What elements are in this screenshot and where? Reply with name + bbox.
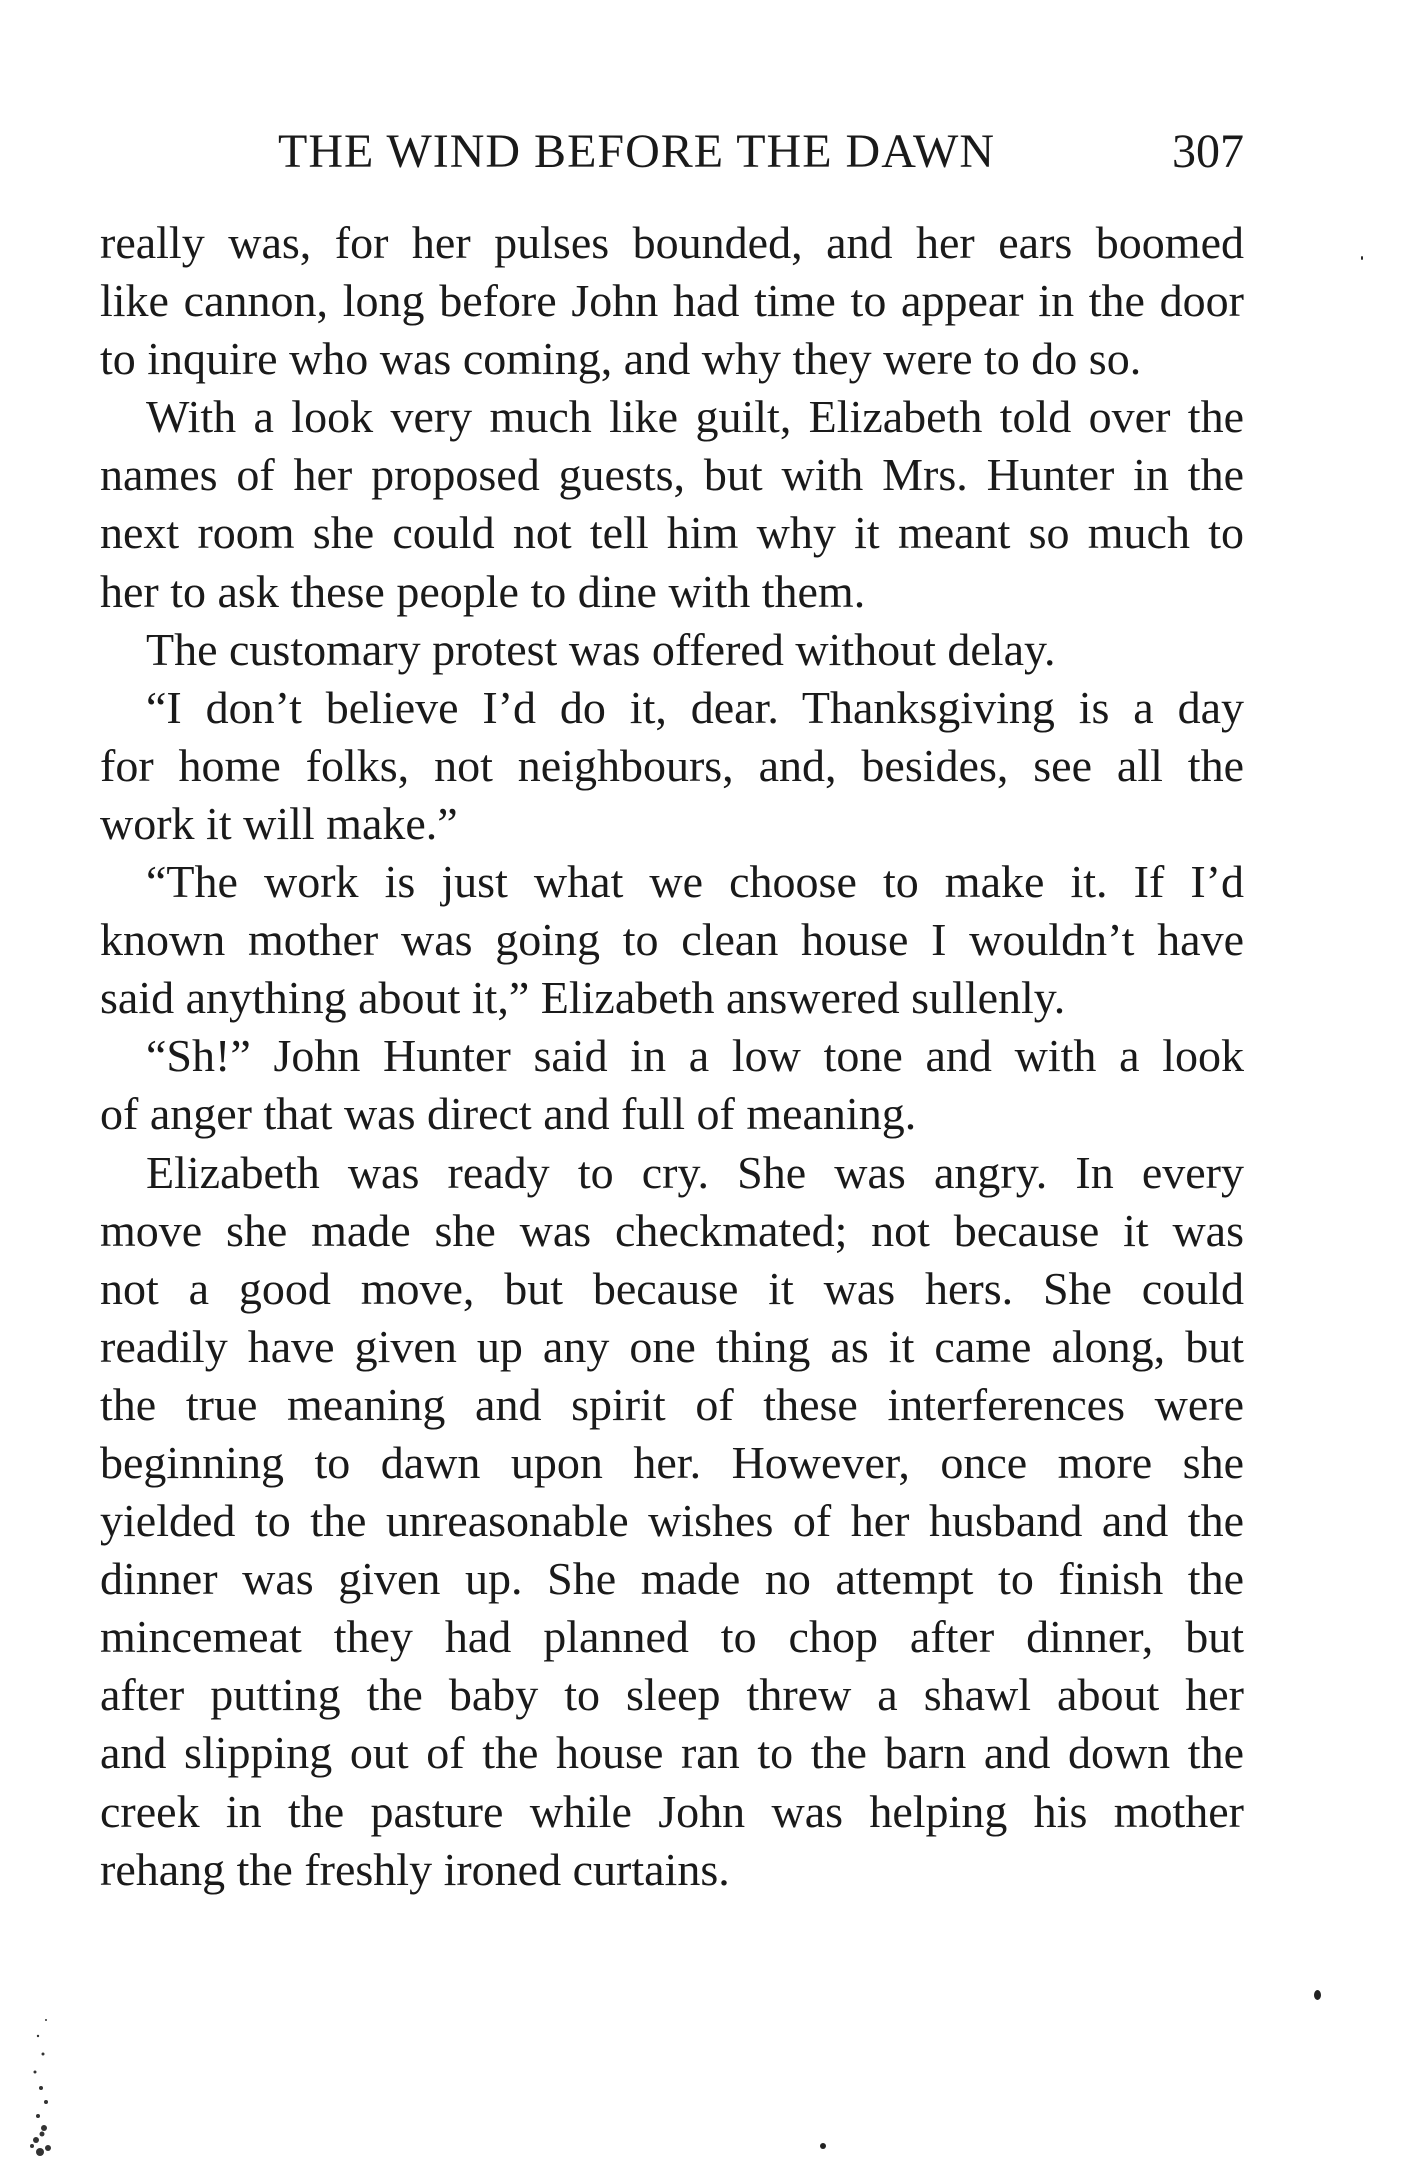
text-line: next room she could not tell him why it meant so much to xyxy=(100,507,1244,559)
text-line: mincemeat they had planned to chop after dinner, but xyxy=(100,1611,1244,1663)
scan-speck xyxy=(1361,256,1363,260)
running-title: THE WIND BEFORE THE DAWN xyxy=(278,125,995,178)
running-head xyxy=(100,124,1244,184)
text-line: like cannon, long before John had time to appear in the door xyxy=(100,275,1244,327)
text-line: known mother was going to clean house I wouldn’t have xyxy=(100,914,1244,966)
text-line: creek in the pasture while John was helping his mother xyxy=(100,1785,1244,1837)
text-line: said anything about it,” Elizabeth answered sullenly. xyxy=(100,972,1066,1024)
text-line: move she made she was checkmated; not because it was xyxy=(100,1204,1244,1256)
text-line: Elizabeth was ready to cry. She was angry. In every xyxy=(146,1146,1244,1198)
text-line: The customary protest was offered without delay. xyxy=(146,623,1056,675)
text-line: “The work is just what we choose to make it. If I’d xyxy=(146,856,1244,908)
text-line: names of her proposed guests, but with Mrs. Hunter in the xyxy=(100,449,1244,501)
text-line: of anger that was direct and full of meaning. xyxy=(100,1088,917,1140)
scan-edge-noise xyxy=(0,1902,60,2162)
scan-speck xyxy=(820,2143,826,2149)
text-line: and slipping out of the house ran to the barn and down the xyxy=(100,1727,1244,1779)
text-line: work it will make.” xyxy=(100,797,458,849)
text-line: rehang the freshly ironed curtains. xyxy=(100,1843,730,1895)
text-line: dinner was given up. She made no attempt to finish the xyxy=(100,1553,1244,1605)
text-line: her to ask these people to dine with them. xyxy=(100,565,866,617)
text-line: beginning to dawn upon her. However, once more she xyxy=(100,1436,1244,1488)
text-line: “Sh!” John Hunter said in a low tone and with a look xyxy=(146,1030,1244,1082)
body-text xyxy=(100,214,1244,1899)
text-line: after putting the baby to sleep threw a shawl about her xyxy=(100,1669,1244,1721)
text-line: “I don’t believe I’d do it, dear. Thanksgiving is a day xyxy=(146,681,1244,733)
text-line: yielded to the unreasonable wishes of her husband and the xyxy=(100,1495,1244,1547)
text-line: With a look very much like guilt, Elizabeth told over the xyxy=(146,391,1244,443)
text-line: the true meaning and spirit of these interferences were xyxy=(100,1378,1244,1430)
text-line: to inquire who was coming, and why they were to do so. xyxy=(100,333,1142,385)
text-line: really was, for her pulses bounded, and her ears boomed xyxy=(100,217,1244,268)
scan-speck xyxy=(1314,1990,1321,2000)
text-line: readily have given up any one thing as it came along, but xyxy=(100,1320,1244,1372)
text-line: not a good move, but because it was hers. She could xyxy=(100,1262,1244,1314)
text-line: for home folks, not neighbours, and, besides, see all the xyxy=(100,739,1244,791)
page-number: 307 xyxy=(1172,125,1244,178)
